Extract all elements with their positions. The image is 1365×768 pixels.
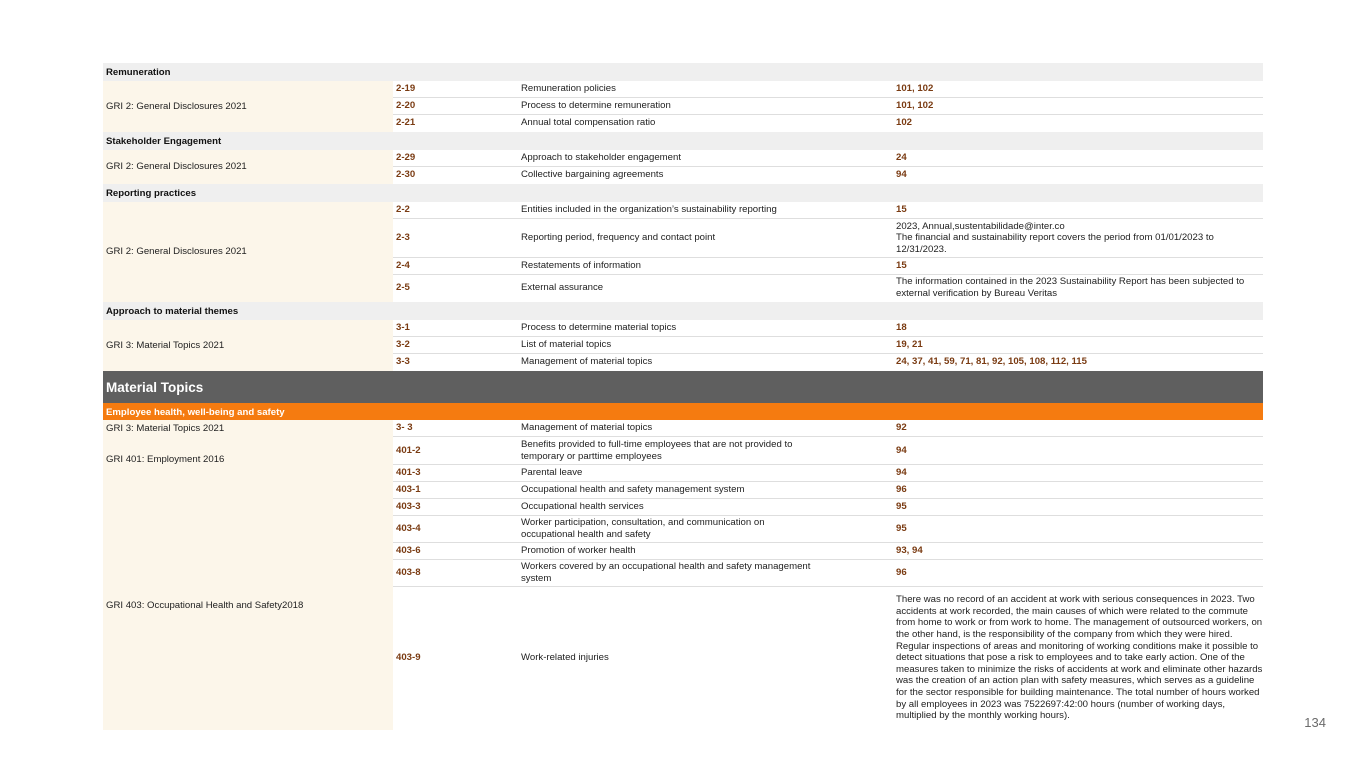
page-reference: 15 [896,204,907,216]
table-row [393,150,1263,167]
gri-standard-cell [103,81,393,132]
disclosure-title: External assurance [521,282,604,294]
disclosure-title: Workers covered by an occupational health and safety management system [521,561,811,584]
table-row [393,219,1263,258]
table-row [393,167,1263,183]
disclosure-title: Process to determine material topics [521,322,677,334]
disclosure-code: 401-3 [396,467,421,479]
gri-standard-cell [103,320,393,371]
disclosure-code: 3-3 [396,356,410,368]
section-header [103,63,1263,81]
page-reference: 19, 21 [896,339,923,351]
disclosure-code: 2-3 [396,232,410,244]
disclosure-code: 2-4 [396,260,410,272]
page-reference: 101, 102 [896,83,934,95]
topic-subheader [103,403,1263,420]
section-header-label: Approach to material themes [106,306,239,317]
disclosure-code: 2-21 [396,117,416,129]
table-row [393,587,1263,729]
gri-standard-label: GRI 2: General Disclosures 2021 [106,161,247,172]
disclosure-title: Work-related injuries [521,652,609,664]
table-row [393,81,1263,98]
table-row [393,320,1263,337]
page-reference: 96 [896,567,907,579]
disclosure-code: 403-8 [396,567,421,579]
disclosure-code: 2-30 [396,169,416,181]
section-header [103,132,1263,150]
section-header-label: Reporting practices [106,188,197,199]
disclosure-code: 401-2 [396,444,421,456]
page-reference: 93, 94 [896,545,923,557]
table-row [393,354,1263,370]
gri-standard-label: GRI 3: Material Topics 2021 [106,339,225,351]
gri-standard-cell [103,150,393,184]
table-row [393,437,1263,465]
page-reference: 15 [896,260,907,272]
gri-standard-label: GRI 401: Employment 2016 [106,453,225,465]
gri-standard-label: GRI 403: Occupational Health and Safety2018 [106,600,304,611]
disclosure-title: Collective bargaining agreements [521,169,664,181]
page-reference: 92 [896,422,907,434]
disclosure-code: 2-19 [396,83,416,95]
page-reference: 94 [896,467,907,479]
disclosure-code: 3-2 [396,339,410,351]
page-reference: The information contained in the 2023 Sustainability Report has been subjected to external verification by Bureau Veritas [896,276,1245,299]
page-reference: 95 [896,523,907,535]
disclosure-code: 2-29 [396,152,416,164]
gri-standard-label: GRI 2: General Disclosures 2021 [106,100,247,112]
section-header [103,302,1263,320]
disclosure-title: Promotion of worker health [521,545,636,557]
table-row [393,115,1263,131]
section-header-label: Stakeholder Engagement [106,136,222,147]
disclosure-title: Annual total compensation ratio [521,117,656,129]
page-reference: 101, 102 [896,100,934,112]
page-reference: 18 [896,322,907,334]
table-row [393,516,1263,543]
disclosure-title: Entities included in the organization’s sustainability reporting [521,204,777,216]
section-header [103,184,1263,202]
disclosure-code: 403-9 [396,652,421,664]
page-reference: 102 [896,117,913,129]
disclosure-title: Occupational health and safety management system [521,484,745,496]
section-header-label: Remuneration [106,67,171,78]
table-row [393,275,1263,301]
disclosure-code: 3-1 [396,322,410,334]
page-reference: 94 [896,444,907,456]
disclosure-title: Management of material topics [521,422,653,434]
disclosure-title: Process to determine remuneration [521,100,671,112]
gri-standard-label: GRI 2: General Disclosures 2021 [106,246,247,257]
page-reference: 95 [896,501,907,513]
disclosure-code: 2-2 [396,204,410,216]
disclosure-title: Benefits provided to full-time employees that are not provided to temporary or parttime employees [521,438,793,462]
page-reference: There was no record of an accident at work with serious consequences in 2023. Two accidents at work recorded, the main causes of which were related to the commute from home to work or from work to home. The management of outsourced workers, on the other hand, is the responsibility of the company from which they were hired. Regular inspections of areas and monitoring of working conditions make it possible to detect situations that pose a risk to employees and to take early action. One of the measures taken to minimize the risks of accidents at work and eliminate other hazards was the creation of an action plan with safety measures, which serves as a guideline for the sector responsible for building maintenance. The total number of hours worked by all employees in 2023 was 7522697:42:00 hours (number of working days, multiplied by the monthly working hours). [896,594,1263,722]
gri-standard-cell [103,202,393,302]
disclosure-code: 403-4 [396,523,421,535]
page-reference: 24, 37, 41, 59, 71, 81, 92, 105, 108, 112, 115 [896,356,1087,368]
table-row [393,337,1263,354]
table-row [393,465,1263,482]
topic-subheader-label: Employee health, well-being and safety [106,407,285,418]
disclosure-code: 403-1 [396,484,421,496]
disclosure-title: Occupational health services [521,501,644,513]
gri-standard-label: GRI 3: Material Topics 2021 [106,422,225,434]
page-reference: 2023, Annual,sustentabilidade@inter.co The financial and sustainability report covers the period from 01/01/2023 to 12/31/2023. [896,220,1214,255]
disclosure-title: Remuneration policies [521,83,616,95]
table-row [393,98,1263,115]
page-reference: 96 [896,484,907,496]
table-row [393,543,1263,560]
disclosure-code: 2-20 [396,100,416,112]
disclosure-code: 403-6 [396,545,421,557]
disclosure-title: Reporting period, frequency and contact point [521,232,716,244]
table-row [393,420,1263,437]
disclosure-code: 2-5 [396,282,410,294]
page-reference: 24 [896,152,907,164]
disclosure-title: List of material topics [521,339,612,351]
table-row [393,482,1263,499]
page-reference: 94 [896,169,907,181]
material-topics-header [103,371,1263,403]
disclosure-title: Parental leave [521,467,583,479]
disclosure-code: 403-3 [396,501,421,513]
table-row [393,202,1263,219]
table-row [393,499,1263,516]
disclosure-title: Management of material topics [521,356,653,368]
disclosure-title: Worker participation, consultation, and communication on occupational health and safety [521,517,765,540]
disclosure-code: 3- 3 [396,422,413,434]
page-number: 134 [1304,715,1326,730]
table-row [393,560,1263,587]
gri-standard-cell [103,420,393,730]
disclosure-title: Approach to stakeholder engagement [521,152,682,164]
disclosure-title: Restatements of information [521,260,641,272]
table-row [393,258,1263,275]
material-topics-header-label: Material Topics [106,380,204,395]
